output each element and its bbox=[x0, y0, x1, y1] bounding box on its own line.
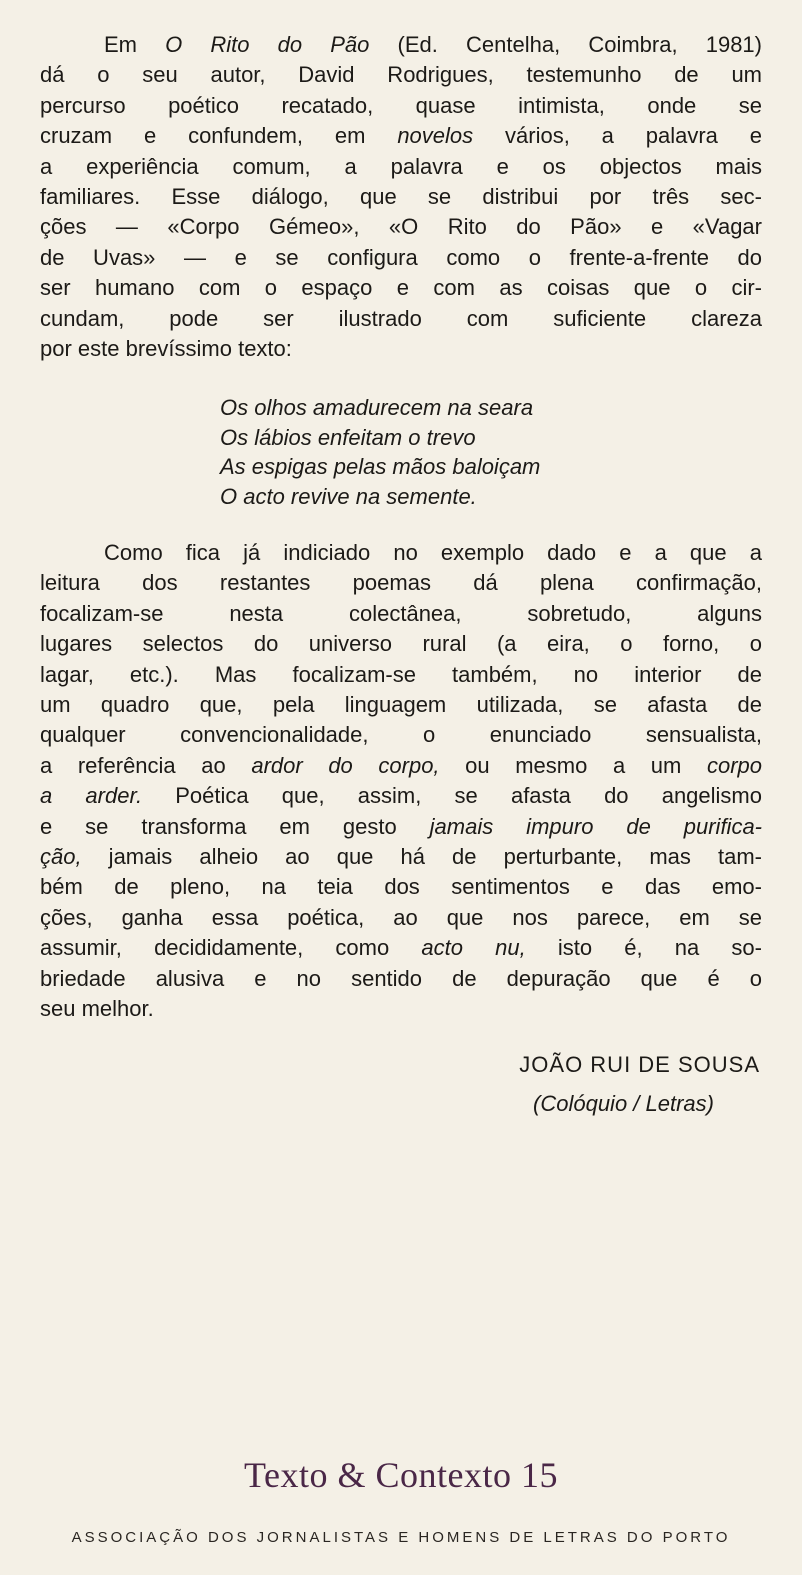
text-line bbox=[40, 121, 762, 151]
text-segment: ção, bbox=[40, 844, 82, 870]
review-paragraph-1 bbox=[40, 30, 762, 364]
text-line bbox=[40, 568, 762, 598]
text-segment: corpo bbox=[706, 752, 763, 778]
publisher-line: ASSOCIAÇÃO DOS JORNALISTAS E HOMENS DE LETRAS DO PORTO bbox=[71, 1529, 731, 1546]
text-segment: a experiência comum, a palavra e os objectos mais bbox=[40, 153, 762, 179]
text-line bbox=[40, 751, 762, 781]
text-segment: ções, ganha essa poética, ao que nos parece, em se bbox=[40, 904, 762, 930]
text-segment: Poética que, assim, se afasta do angelismo bbox=[142, 783, 762, 809]
review-paragraph-2 bbox=[40, 538, 762, 1025]
text-line bbox=[40, 60, 762, 90]
text-line bbox=[40, 994, 762, 1024]
text-line bbox=[40, 538, 762, 568]
text-line bbox=[40, 629, 762, 659]
text-segment: isto é, na so- bbox=[525, 935, 762, 961]
text-line bbox=[40, 91, 762, 121]
text-line bbox=[40, 781, 762, 811]
text-segment: leitura dos restantes poemas dá plena confirmação, bbox=[40, 570, 762, 596]
text-segment: seu melhor. bbox=[40, 996, 154, 1022]
text-segment: vários, a palavra e bbox=[473, 123, 762, 149]
text-segment: a referência ao bbox=[40, 752, 252, 778]
text-segment: ou mesmo a um bbox=[439, 752, 707, 778]
text-line bbox=[40, 273, 762, 303]
text-segment: focalizam-se nesta colectânea, sobretudo, alguns bbox=[40, 600, 762, 626]
text-segment: lugares selectos do universo rural (a eira, o forno, o bbox=[40, 631, 762, 657]
publication-title: Texto & Contexto 15 bbox=[244, 1455, 558, 1495]
text-line bbox=[40, 30, 762, 60]
poem-line: Os olhos amadurecem na seara bbox=[220, 395, 534, 420]
text-segment: novelos bbox=[397, 123, 474, 149]
text-segment: percurso poético recatado, quase intimista, onde se bbox=[40, 92, 762, 118]
text-segment: qualquer convencionalidade, o enunciado sensualista, bbox=[40, 722, 762, 748]
text-line bbox=[40, 872, 762, 902]
text-segment: lagar, etc.). Mas focalizam-se também, no interior de bbox=[40, 661, 762, 687]
source-citation: (Colóquio / Letras) bbox=[533, 1091, 714, 1116]
text-line bbox=[40, 212, 762, 242]
text-segment: jamais alheio ao que há de perturbante, mas tam- bbox=[81, 844, 762, 870]
text-segment: O Rito do Pão bbox=[165, 32, 370, 57]
text-line bbox=[40, 812, 762, 842]
text-segment: familiares. Esse diálogo, que se distribui por três sec- bbox=[40, 184, 762, 210]
text-segment: Em bbox=[104, 32, 166, 57]
text-line bbox=[40, 243, 762, 273]
text-line bbox=[40, 720, 762, 750]
text-segment: cundam, pode ser ilustrado com suficiente clareza bbox=[40, 305, 762, 331]
text-segment: Como fica já indiciado no exemplo dado e a que a bbox=[104, 540, 762, 565]
text-segment: cruzam e confundem, em bbox=[40, 123, 398, 149]
text-segment: e se transforma em gesto bbox=[40, 813, 430, 839]
text-line bbox=[40, 690, 762, 720]
text-segment: ser humano com o espaço e com as coisas que o cir- bbox=[40, 275, 762, 301]
poem-line: As espigas pelas mãos baloiçam bbox=[220, 454, 541, 479]
text-segment: (Ed. Centelha, Coimbra, 1981) bbox=[369, 32, 762, 57]
text-segment: acto nu, bbox=[421, 935, 526, 961]
text-line bbox=[40, 152, 762, 182]
poem-line: O acto revive na semente. bbox=[220, 483, 477, 509]
text-segment: a arder. bbox=[40, 783, 143, 809]
text-segment: ções — «Corpo Gémeo», «O Rito do Pão» e «Vagar bbox=[40, 214, 762, 240]
text-line bbox=[40, 903, 762, 933]
text-line bbox=[40, 304, 762, 334]
text-segment: de Uvas» — e se configura como o frente-a-frente do bbox=[40, 244, 762, 270]
text-line bbox=[40, 842, 762, 872]
text-segment: assumir, decididamente, como bbox=[40, 935, 422, 961]
text-segment: por este brevíssimo texto: bbox=[40, 336, 292, 362]
text-line bbox=[40, 964, 762, 994]
text-line bbox=[40, 599, 762, 629]
text-line bbox=[40, 933, 762, 963]
text-segment: briedade alusiva e no sentido de depuração que é o bbox=[40, 965, 762, 991]
author-signature: JOÃO RUI DE SOUSA bbox=[519, 1052, 760, 1077]
text-segment: ardor do corpo, bbox=[251, 752, 440, 778]
text-segment: jamais impuro de purifica- bbox=[429, 813, 763, 839]
text-line bbox=[40, 334, 762, 364]
text-line bbox=[40, 182, 762, 212]
text-line bbox=[40, 660, 762, 690]
poem-line: Os lábios enfeitam o trevo bbox=[220, 424, 476, 450]
quoted-poem bbox=[220, 393, 540, 511]
text-segment: um quadro que, pela linguagem utilizada, se afasta de bbox=[40, 692, 762, 718]
text-segment: bém de pleno, na teia dos sentimentos e das emo- bbox=[40, 874, 762, 900]
text-segment: dá o seu autor, David Rodrigues, testemunho de um bbox=[40, 62, 762, 88]
